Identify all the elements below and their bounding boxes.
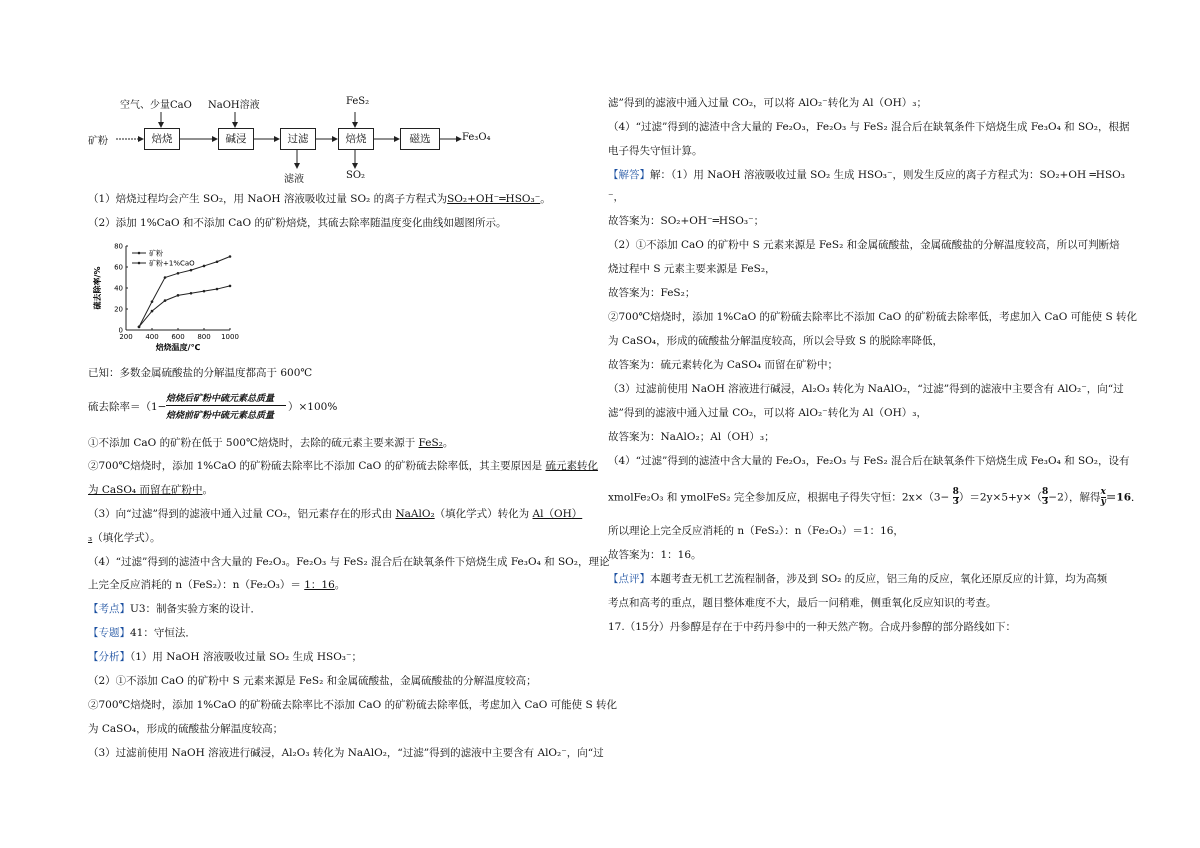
- right-line-5: ⁻，: [608, 191, 625, 203]
- question-4-answer: 1：16: [304, 579, 335, 591]
- question-2b-answer-2: 为 CaSO₄ 而留在矿粉中: [88, 484, 203, 496]
- y-tick-label: 40: [114, 284, 123, 293]
- right-line-8: 烧过程中 S 元素主要来源是 FeS₂，: [608, 263, 776, 275]
- x-tick-label: 800: [197, 333, 211, 341]
- flow-product: Fe₃O₄: [462, 132, 491, 143]
- right-line-12: 故答案为：硫元素转化为 CaSO₄ 而留在矿粉中；: [608, 359, 838, 371]
- x-tick-label: 200: [119, 333, 133, 341]
- formula-tail: ）×100%: [288, 401, 338, 413]
- y-axis-label: 硫去除率/%: [93, 266, 102, 310]
- series-line-0: [139, 286, 230, 327]
- fenxi: 【分析】（1）用 NaOH 溶液吸收过量 SO₂ 生成 HSO₃⁻；: [88, 651, 363, 663]
- right-line-6: 故答案为：SO₂+OH⁻═HSO₃⁻；: [608, 215, 765, 227]
- x-axis-label: 焙烧温度/℃: [155, 343, 201, 352]
- series-0-point: [190, 292, 193, 295]
- question-4-cont: 上完全反应消耗的 n（FeS₂）：n（Fe₂O₃）＝ 1：16。: [88, 579, 346, 591]
- question-3: （3）向“过滤”得到的滤液中通入过量 CO₂，铝元素存在的形式由 NaAlO₂（填化学式）转化为 Al（OH）: [88, 508, 583, 520]
- series-0-point: [164, 299, 167, 302]
- series-0-point: [151, 310, 154, 313]
- question-17: 17.（15分）丹参醇是存在于中药丹参中的一种天然产物。合成丹参醇的部分路线如下：: [608, 621, 1017, 633]
- right-line-7: （2）①不添加 CaO 的矿粉中 S 元素来源是 FeS₂ 和金属硫酸盐，金属硫酸盐的分解温度较高，所以可判断焙: [608, 239, 1120, 251]
- question-2a-answer: FeS₂: [418, 437, 443, 449]
- question-2a: ①不添加 CaO 的矿粉在低于 500℃焙烧时，去除的硫元素主要来源于 FeS₂。: [88, 437, 454, 449]
- flow-output-so2: SO₂: [346, 170, 366, 181]
- fenxi-3: ②700℃焙烧时，添加 1%CaO 的矿粉硫去除率比不添加 CaO 的矿粉硫去除率低，考虑加入 CaO 可能使 S 转化: [88, 699, 618, 711]
- right-line-10: ②700℃焙烧时，添加 1%CaO 的矿粉硫去除率比不添加 CaO 的矿粉硫去除率低，考虑加入 CaO 可能使 S 转化: [608, 311, 1138, 323]
- flow-output-filtrate: 滤液: [284, 174, 304, 185]
- right-line-18: 所以理论上完全反应消耗的 n（FeS₂）：n（Fe₂O₃）＝1：16，: [608, 525, 904, 537]
- series-0-point: [203, 290, 206, 293]
- sulfur-removal-chart: [88, 232, 248, 360]
- series-1-point: [216, 260, 219, 263]
- right-line-17: xmolFe₂O₃ 和 ymolFeS₂ 完全参加反应，根据电子得失守恒：$2x\times(3- \frac{8}{3})=2y\times 5+y\times(\frac{8}{3}-2)$，解得$\frac{x}{y}=16$．: [608, 487, 1142, 507]
- series-0-point: [216, 288, 219, 291]
- legend-marker-1: [138, 262, 141, 265]
- y-tick-label: 0: [118, 326, 123, 335]
- chart-legend: [132, 249, 195, 268]
- question-2b-cont: 为 CaSO₄ 而留在矿粉中。: [88, 484, 213, 496]
- flow-step-filter: 过滤: [280, 128, 316, 150]
- jieda: 【解答】解：（1）用 NaOH 溶液吸收过量 SO₂ 生成 HSO₃⁻，则发生反应的离子方程式为：SO₂+OH ═HSO₃: [608, 169, 1125, 181]
- flow-step-roast-1: 焙烧: [144, 128, 180, 150]
- right-line-14: 滤”得到的滤液中通入过量 CO₂，可以将 AlO₂⁻转化为 Al（OH）₃，: [608, 407, 927, 419]
- fenxi-5: （3）过滤前使用 NaOH 溶液进行碱浸，Al₂O₃ 转化为 NaAlO₂，“过滤”得到的滤液中主要含有 AlO₂⁻，向“过: [88, 747, 604, 759]
- flow-input-air-cao: 空气、少量CaO: [120, 100, 192, 111]
- flow-input-naoh: NaOH溶液: [208, 100, 260, 111]
- y-tick-label: 80: [114, 242, 123, 251]
- legend-label-0: 矿粉: [149, 249, 163, 258]
- fraction-8-3-a: $\frac{8}{3}$: [952, 487, 959, 507]
- flow-step-alkali-leach: 碱浸: [218, 128, 254, 150]
- legend-marker-0: [138, 252, 141, 255]
- question-4: （4）“过滤”得到的滤渣中含大量的 Fe₂O₃。Fe₂O₃ 与 FeS₂ 混合后在缺氧条件下焙烧生成 Fe₃O₄ 和 SO₂，理论: [88, 556, 610, 568]
- question-3-cont: ₃（填化学式）。: [88, 532, 161, 544]
- fenxi-4: 为 CaSO₄，形成的硫酸盐分解温度较高；: [88, 723, 284, 735]
- right-line-3: 电子得失守恒计算。: [608, 145, 703, 157]
- series-1-point: [203, 265, 206, 268]
- formula-denominator: 焙烧前矿粉中硫元素总质量: [166, 411, 275, 421]
- fraction-8-3-b: $\frac{8}{3}$: [1042, 487, 1049, 507]
- right-line-21: 考点和高考的重点，题目整体难度不大，最后一问稍难，侧重氧化反应知识的考查。: [608, 597, 997, 609]
- formula-label: 硫去除率＝（1−: [88, 401, 167, 413]
- series-0-point: [229, 285, 232, 288]
- y-tick-label: 60: [114, 263, 123, 272]
- fenxi-2: （2）①不添加 CaO 的矿粉中 S 元素来源是 FeS₂ 和金属硫酸盐，金属硫酸盐的分解温度较高；: [88, 675, 537, 687]
- right-line-13: （3）过滤前使用 NaOH 溶液进行碱浸，Al₂O₃ 转化为 NaAlO₂，“过滤”得到的滤液中主要含有 AlO₂⁻，向“过: [608, 383, 1124, 395]
- flow-arrows: [88, 100, 488, 195]
- series-1-point: [177, 272, 180, 275]
- formula-bar: [166, 405, 286, 406]
- kaodian: 【考点】U3：制备实验方案的设计．: [88, 603, 262, 615]
- fraction-x-y: $\frac{x}{y}$: [1100, 487, 1106, 507]
- question-3-answer-2: Al（OH）: [532, 508, 583, 520]
- flow-step-roast-2: 焙烧: [338, 128, 374, 150]
- series-1-point: [138, 326, 141, 329]
- right-line-2: （4）“过滤”得到的滤渣中含大量的 Fe₂O₃，Fe₂O₃ 与 FeS₂ 混合后在缺氧条件下焙烧生成 Fe₃O₄ 和 SO₂，根据: [608, 121, 1130, 133]
- series-0-point: [177, 294, 180, 297]
- right-line-19: 故答案为：1：16。: [608, 549, 702, 561]
- y-tick-label: 20: [114, 305, 123, 314]
- question-2b: ②700℃焙烧时，添加 1%CaO 的矿粉硫去除率比不添加 CaO 的矿粉硫去除率低，其主要原因是 硫元素转化: [88, 460, 598, 472]
- series-1-point: [151, 300, 154, 303]
- right-line-11: 为 CaSO₄，形成的硫酸盐分解温度较高，所以会导致 S 的脱除率降低，: [608, 335, 944, 347]
- flow-step-magnetic: 磁选: [400, 128, 440, 150]
- dianping: 【点评】本题考查无机工艺流程制备，涉及到 SO₂ 的反应，铝三角的反应，氧化还原反应的计算，均为高频: [608, 573, 1108, 585]
- known-condition: 已知：多数金属硫酸盐的分解温度都高于 600℃: [88, 367, 313, 379]
- x-tick-label: 600: [171, 333, 185, 341]
- question-1: （1）焙烧过程均会产生 SO₂，用 NaOH 溶液吸收过量 SO₂ 的离子方程式为SO₂+OH⁻═HSO₃⁻。: [88, 193, 551, 205]
- flow-input-fes2: FeS₂: [346, 96, 370, 107]
- question-1-answer: SO₂+OH⁻═HSO₃⁻: [447, 193, 541, 205]
- zhuanti: 【专题】41：守恒法．: [88, 627, 196, 639]
- x-tick-label: 1000: [221, 333, 239, 341]
- series-1-point: [164, 276, 167, 279]
- right-line-16: （4）“过滤”得到的滤渣中含大量的 Fe₂O₃，Fe₂O₃ 与 FeS₂ 混合后在缺氧条件下焙烧生成 Fe₃O₄ 和 SO₂，设有: [608, 455, 1130, 467]
- right-line-15: 故答案为：NaAlO₂；Al（OH）₃；: [608, 431, 775, 443]
- question-3-answer-1: NaAlO₂: [395, 508, 435, 520]
- series-1-point: [190, 269, 193, 272]
- x-tick-label: 400: [145, 333, 159, 341]
- question-2b-answer-1: 硫元素转化: [545, 460, 598, 472]
- legend-label-1: 矿粉+1%CaO: [149, 259, 195, 268]
- question-2: （2）添加 1%CaO 和不添加 CaO 的矿粉焙烧，其硫去除率随温度变化曲线如题图所示。: [88, 217, 507, 229]
- series-1-point: [229, 255, 232, 258]
- right-line-9: 故答案为：FeS₂；: [608, 287, 696, 299]
- flow-raw-material: 矿粉: [88, 136, 108, 147]
- right-line-1: 滤”得到的滤液中通入过量 CO₂，可以将 AlO₂⁻转化为 Al（OH）₃；: [608, 97, 927, 109]
- formula-numerator: 焙烧后矿粉中硫元素总质量: [166, 394, 275, 404]
